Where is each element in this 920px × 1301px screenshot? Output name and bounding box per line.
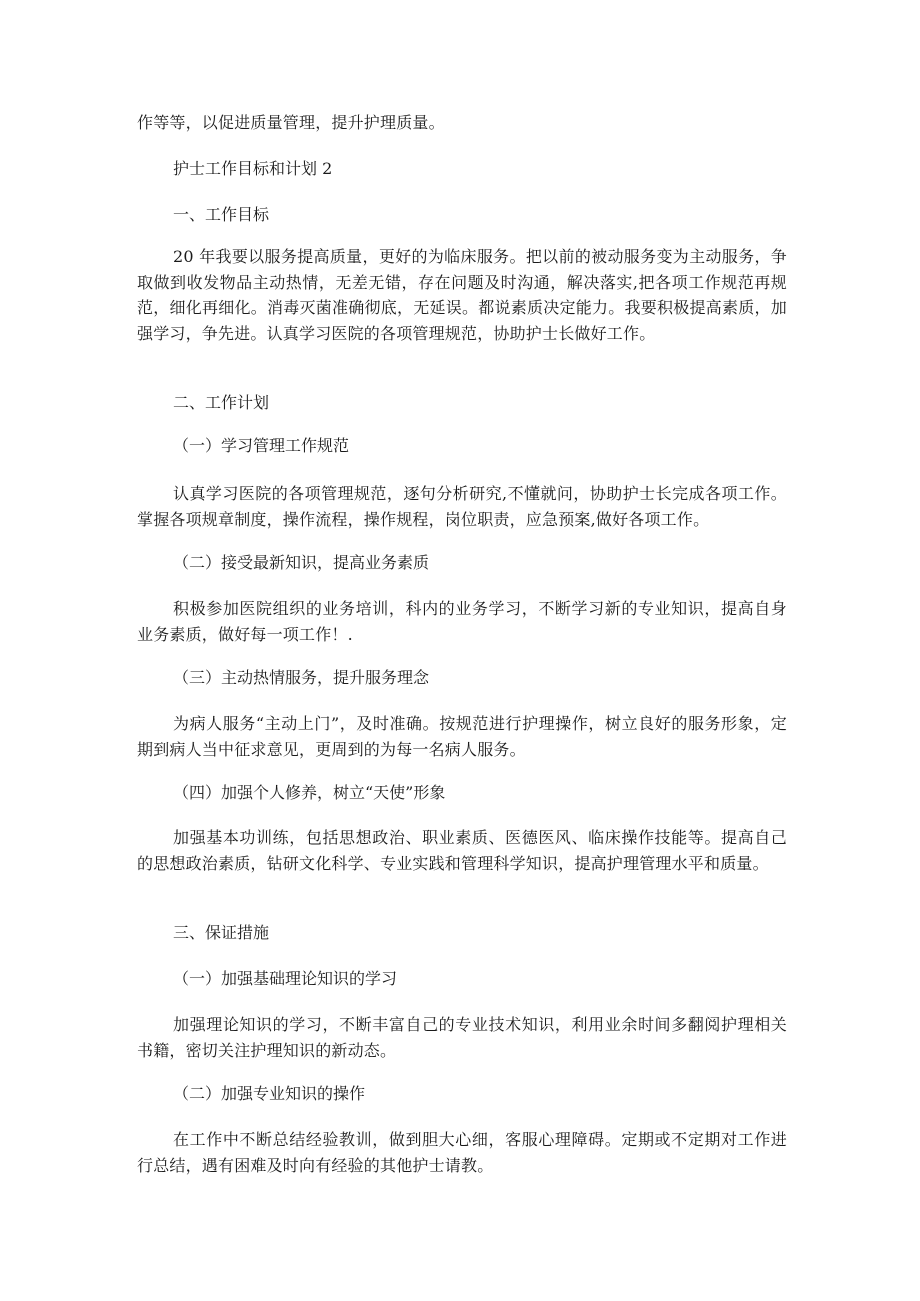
intro-tail-text: 作等等，以促进质量管理，提升护理质量。 xyxy=(137,113,445,132)
subsection-body-plan-3: 为病人服务“主动上门”，及时准确。按规范进行护理操作，树立良好的服务形象，定期到病人当中征求意见，更周到的为每一名病人服务。 xyxy=(137,714,787,759)
subsection-heading-plan-4: （四）加强个人修养，树立“天使”形象 xyxy=(173,783,446,802)
section-heading-goals: 一、工作目标 xyxy=(173,205,270,224)
document-title: 护士工作目标和计划 2 xyxy=(173,159,333,178)
subsection-heading-plan-1: （一）学习管理工作规范 xyxy=(173,436,350,455)
subsection-heading-plan-2: （二）接受最新知识，提高业务素质 xyxy=(173,553,430,572)
subsection-heading-plan-3: （三）主动热情服务，提升服务理念 xyxy=(173,668,430,687)
subsection-body-measures-1: 加强理论知识的学习，不断丰富自己的专业技术知识，利用业余时间多翻阅护理相关书籍，密切关注护理知识的新动态。 xyxy=(137,1015,787,1060)
subsection-body-plan-4: 加强基本功训练，包括思想政治、职业素质、医德医风、临床操作技能等。提高自己的思想政治素质，钻研文化科学、专业实践和管理科学知识，提高护理管理水平和质量。 xyxy=(137,828,787,873)
section-heading-plan: 二、工作计划 xyxy=(173,393,270,412)
subsection-heading-measures-2: （二）加强专业知识的操作 xyxy=(173,1084,366,1103)
subsection-heading-measures-1: （一）加强基础理论知识的学习 xyxy=(173,969,398,988)
subsection-body-plan-1: 认真学习医院的各项管理规范，逐句分析研究,不懂就问，协助护士长完成各项工作。掌握各项规章制度，操作流程，操作规程，岗位职责，应急预案,做好各项工作。 xyxy=(137,484,787,529)
section-heading-measures: 三、保证措施 xyxy=(173,923,270,942)
section-body-goals: 20 年我要以服务提高质量，更好的为临床服务。把以前的被动服务变为主动服务，争取做到收发物品主动热情，无差无错，存在问题及时沟通，解决落实,把各项工作规范再规范，细化再细化。消毒灭菌准确彻底，无延误。都说素质决定能力。我要积极提高素质，加强学习，争先进。认真学习医院的各项管理规范，协助护士长做好工作。 xyxy=(137,247,787,343)
subsection-body-measures-2: 在工作中不断总结经验教训，做到胆大心细，客服心理障碍。定期或不定期对工作进行总结，遇有困难及时向有经验的其他护士请教。 xyxy=(137,1130,787,1175)
subsection-body-plan-2: 积极参加医院组织的业务培训，科内的业务学习，不断学习新的专业知识，提高自身业务素质，做好每一项工作！. xyxy=(137,599,787,644)
